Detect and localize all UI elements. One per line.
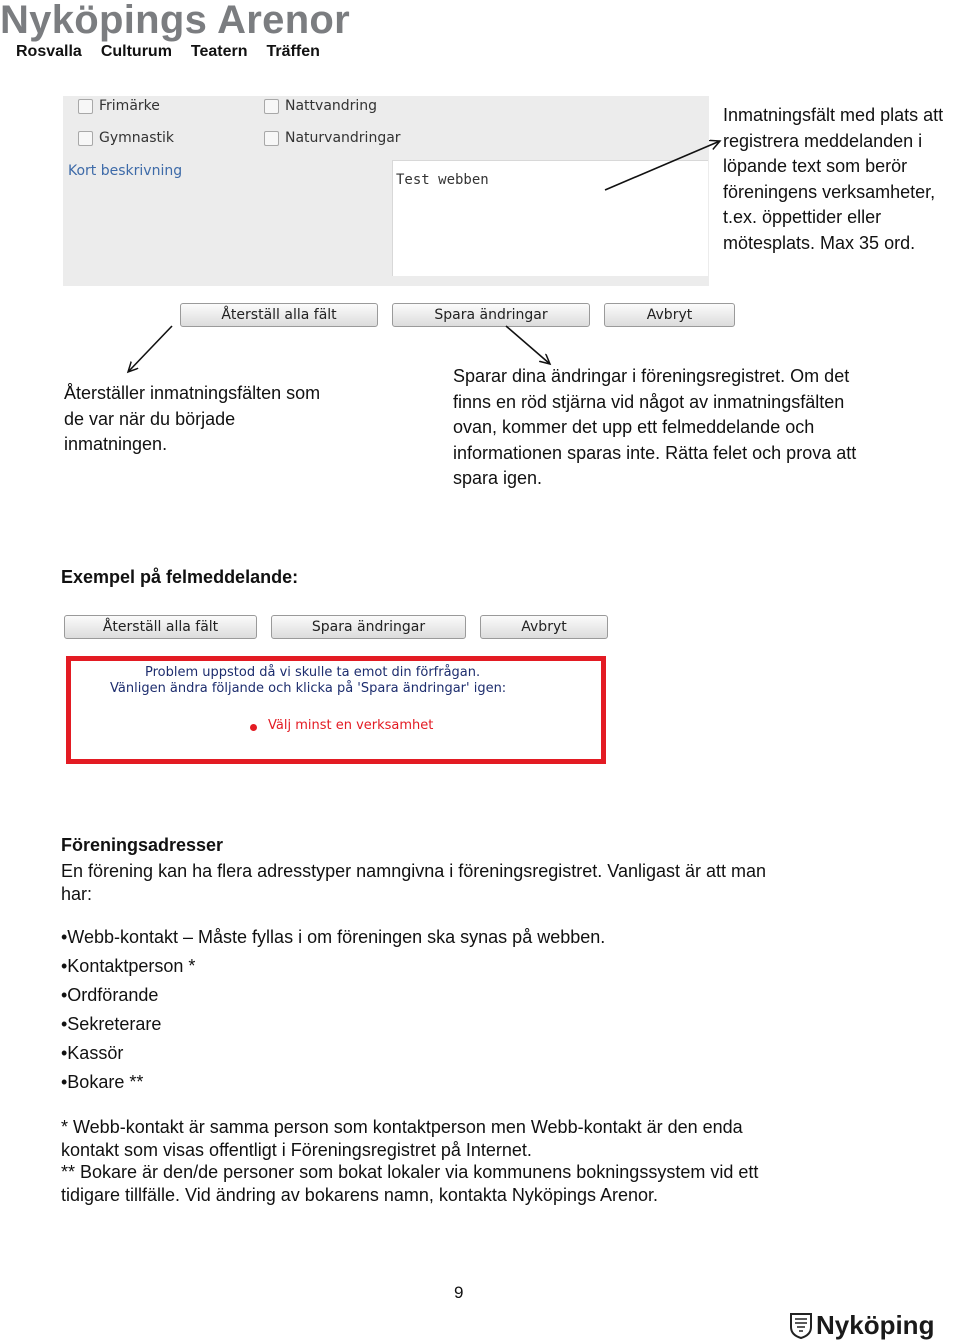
annotation-line: spara igen. [453, 468, 543, 489]
reset-annotation [64, 381, 320, 458]
checkbox-label: Gymnastik [99, 130, 175, 146]
annotation-line: finns en röd stjärna vid något av inmatningsfälten [453, 391, 845, 412]
annotation-line: Sparar dina ändringar i föreningsregistret. Om det [453, 366, 850, 386]
save-button[interactable]: Spara ändringar [392, 303, 590, 327]
textarea-arrow [605, 141, 720, 190]
error-bullet-icon [250, 724, 257, 731]
annotation-line: t.ex. öppettider eller [723, 207, 882, 228]
nav-item-traffen: Träffen [266, 43, 320, 60]
annotation-arrows [0, 0, 960, 600]
list-item: •Kontaktperson * [61, 956, 196, 976]
save-arrow [506, 326, 550, 364]
error-example-heading: Exempel på felmeddelande: [61, 567, 299, 587]
cancel-button[interactable]: Avbryt [480, 615, 608, 639]
checkbox-label: Nattvandring [285, 98, 378, 114]
annotation-line: föreningens verksamheter, [723, 181, 936, 202]
list-item: •Webb-kontakt – Måste fyllas i om föreningen ska synas på webben. [61, 927, 606, 947]
short-description-label: Kort beskrivning [68, 163, 183, 179]
annotation-line: inmatningen. [64, 434, 168, 455]
header-title: Nyköpings Arenor [0, 0, 351, 42]
save-button[interactable]: Spara ändringar [271, 615, 466, 639]
intro-line: En förening kan ha flera adresstyper namngivna i föreningsregistret. Vanligast är att man [61, 861, 767, 881]
footnote-line: kontakt som visas offentligt i Föreningsregistret på Internet. [61, 1139, 532, 1160]
annotation-line: mötesplats. Max 35 ord. [723, 232, 916, 253]
list-item: •Sekreterare [61, 1014, 162, 1034]
list-item: •Ordförande [61, 985, 159, 1005]
error-line-2: Vänligen ändra följande och klicka på 'Spara ändringar' igen: [110, 681, 507, 696]
annotation-line: informationen sparas inte. Rätta felet och prova att [453, 442, 857, 463]
error-item: Välj minst en verksamhet [268, 718, 434, 733]
annotation-line: löpande text som berör [723, 156, 908, 177]
logo-text: Nyköping [816, 1310, 935, 1340]
error-message-box [66, 656, 606, 764]
nav-item-rosvalla: Rosvalla [16, 43, 82, 60]
annotation-line: Återställer inmatningsfälten som [64, 383, 321, 403]
footnotes [61, 1116, 758, 1206]
reset-arrow [128, 326, 172, 372]
checkbox-label: Naturvandringar [285, 130, 401, 146]
nav-item-teatern: Teatern [190, 43, 248, 60]
cancel-button[interactable]: Avbryt [604, 303, 735, 327]
list-item: •Bokare ** [61, 1072, 144, 1092]
list-item: •Kassör [61, 1043, 124, 1063]
nav-item-culturum: Culturum [100, 43, 172, 60]
error-line-1: Problem uppstod då vi skulle ta emot din förfrågan. [145, 665, 481, 680]
reset-button[interactable]: Återställ alla fält [180, 303, 378, 327]
intro-line: har: [61, 883, 93, 904]
annotation-line: registrera meddelanden i [723, 130, 923, 151]
addresses-heading: Föreningsadresser [61, 835, 224, 855]
coat-of-arms-icon [790, 1313, 812, 1339]
addresses-intro [61, 860, 766, 905]
reset-button[interactable]: Återställ alla fält [64, 615, 257, 639]
annotation-line: ovan, kommer det upp ett felmeddelande och [453, 417, 815, 438]
annotation-line: de var när du började [64, 408, 236, 429]
checkbox-label: Frimärke [99, 98, 160, 114]
footnote-line: * Webb-kontakt är samma person som kontaktperson men Webb-kontakt är den enda [61, 1117, 743, 1137]
footnote-line: tidigare tillfälle. Vid ändring av bokarens namn, kontakta Nyköpings Arenor. [61, 1184, 659, 1205]
save-annotation [453, 364, 856, 492]
textarea-value: Test webben [396, 172, 489, 188]
nykoping-logo [790, 1310, 934, 1341]
footnote-line: ** Bokare är den/de personer som bokat lokaler via kommunens bokningssystem vid ett [61, 1162, 759, 1182]
page-number: 9 [454, 1283, 464, 1302]
annotation-line: Inmatningsfält med plats att [723, 105, 944, 125]
